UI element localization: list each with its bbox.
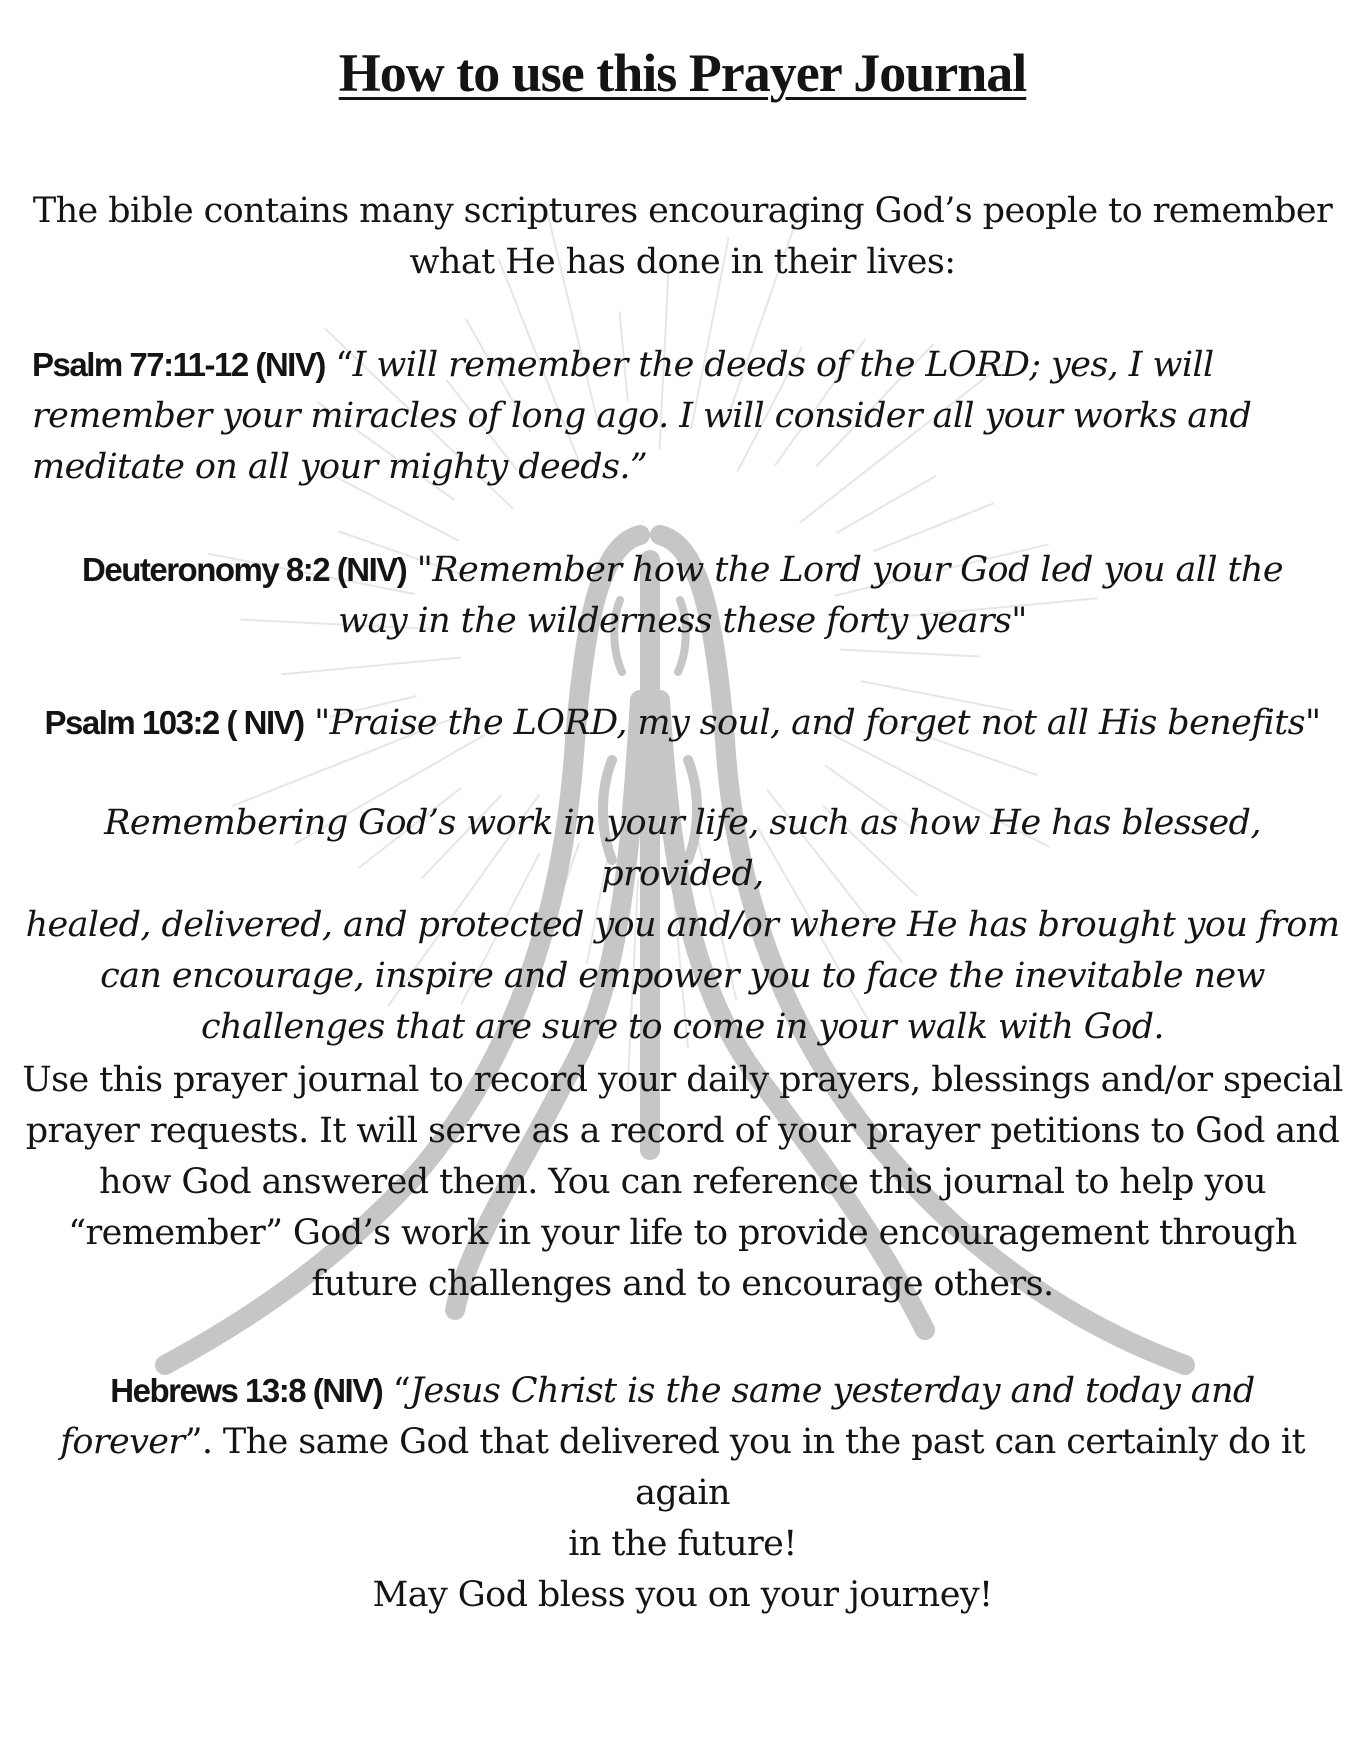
remembering-line-3: can encourage, inspire and empower you to face the inevitable new (100, 956, 1265, 996)
usage-line-2: prayer requests. It will serve as a record of your prayer petitions to God and (25, 1111, 1340, 1151)
closing-blessing: May God bless you on your journey! (372, 1575, 993, 1615)
hebrews-line-1: Jesus Christ is the same yesterday and today and (410, 1371, 1255, 1411)
hebrews-reference: Hebrews 13:8 (NIV) (110, 1372, 383, 1409)
light-ray (282, 658, 461, 675)
remembering-line-2: healed, delivered, and protected you and/or where He has brought you from (25, 905, 1340, 945)
light-ray (840, 649, 980, 656)
psalm-77-line-1: I will remember the deeds of the LORD; yes, I will (352, 345, 1214, 385)
intro-paragraph (20, 186, 1345, 288)
usage-line-5: future challenges and to encourage others. (311, 1264, 1054, 1304)
hebrews-line-2: ”. The same God that delivered you in the past can certainly do it again (184, 1422, 1305, 1513)
usage-line-4: “remember” God’s work in your life to provide encouragement through (68, 1213, 1297, 1253)
remembering-line-4: challenges that are sure to come in your walk with God. (201, 1007, 1164, 1047)
deuteronomy-scripture (20, 544, 1345, 647)
deuteronomy-reference: Deuteronomy 8:2 (NIV) (82, 551, 407, 588)
psalm-77-scripture (32, 339, 1332, 493)
psalm-77-open-quote: “ (324, 345, 353, 385)
remembering-paragraph (20, 798, 1345, 1053)
hebrews-scripture (20, 1365, 1345, 1570)
hebrews-line-2-italic: forever (60, 1422, 185, 1462)
psalm-77-line-2: remember your miracles of long ago. I will consider all your works and (32, 396, 1252, 436)
hebrews-line-3: in the future! (568, 1524, 797, 1564)
psalm-77-line-3: meditate on all your mighty deeds.” (32, 447, 648, 487)
page-title: How to use this Prayer Journal (338, 43, 1027, 103)
psalm-103-text: "Praise the LORD, my soul, and forget not all His benefits" (303, 703, 1321, 743)
usage-line-3: how God answered them. You can reference this journal to help you (99, 1162, 1266, 1202)
intro-line-1: The bible contains many scriptures encouraging God’s people to remember (32, 191, 1333, 231)
usage-line-1: Use this prayer journal to record your daily prayers, blessings and/or special (22, 1060, 1343, 1100)
deuteronomy-line-1: "Remember how the Lord your God led you all the (406, 550, 1283, 590)
intro-line-2: what He has done in their lives: (409, 242, 956, 282)
psalm-77-reference: Psalm 77:11-12 (NIV) (32, 346, 325, 383)
remembering-line-1: Remembering God’s work in your life, such as how He has blessed, provided, (104, 803, 1261, 894)
deuteronomy-line-2: way in the wilderness these forty years" (338, 601, 1027, 641)
hebrews-open-quote: “ (382, 1371, 411, 1411)
psalm-103-scripture (20, 697, 1345, 749)
psalm-103-reference: Psalm 103:2 ( NIV) (44, 704, 304, 741)
usage-paragraph (20, 1055, 1345, 1310)
